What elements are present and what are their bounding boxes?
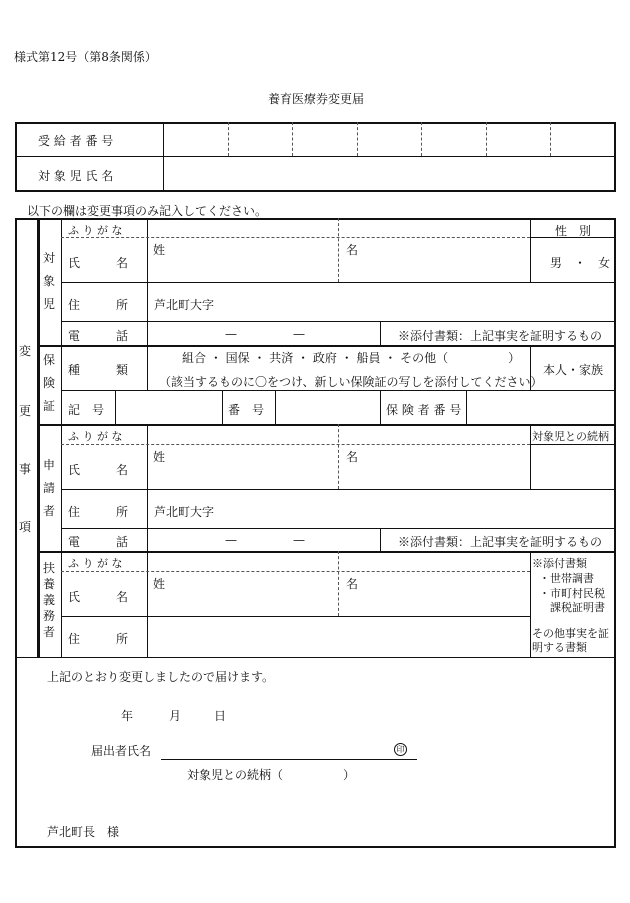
applicant-phone-dash-1: — [225,533,237,547]
child-address-label: 住 所 [68,298,129,312]
insurance-holder-options[interactable]: 本人・家族 [543,363,604,377]
insurer-number-label: 保 険 者 番 号 [386,403,462,417]
child-name-field[interactable] [164,157,614,191]
child-address-value[interactable]: 芦北町大字 [154,298,215,312]
supporter-address-label: 住 所 [68,632,129,646]
section-label-ji: 事 [19,462,32,476]
applicant-given-field[interactable] [339,445,529,488]
recipient-number-field[interactable] [164,123,614,155]
supporter-attachment-item-2: ・市町村民税 [539,587,605,600]
applicant-phone-label: 電 話 [68,535,129,549]
insurance-number-label: 番 号 [228,403,265,417]
insurance-type-instruction: （該当するものに〇をつけ、新しい保険証の写しを添付してください） [159,375,543,389]
applicant-address-value[interactable]: 芦北町大字 [154,505,215,519]
insurance-symbol-label: 記 号 [68,403,105,417]
supporter-surname-field[interactable] [148,572,337,615]
applicant-phone-dash-2: — [293,533,305,547]
applicant-name-label: 氏 名 [68,463,129,477]
insurer-number-field[interactable] [467,391,615,423]
applicant-furigana-label: ふ り が な [68,430,123,443]
supporter-group-label: 扶 養 義 務 者 [42,561,55,639]
section-label-kou2: 項 [19,520,32,534]
supporter-address-field[interactable] [148,617,529,656]
month-label: 月 [169,709,182,723]
child-attachment-note: ※添付書類：上記事実を証明するもの [398,329,603,343]
insurance-type-options[interactable]: 組合 ・ 国保 ・ 共済 ・ 政府 ・ 船員 ・ その他（ ） [182,351,521,365]
supporter-other-docs-1: その他事実を証 [532,627,609,640]
year-label: 年 [121,709,134,723]
applicant-relation-field[interactable] [531,445,615,488]
child-gender-header: 性 別 [555,224,592,238]
supporter-attachment-item-3: 課税証明書 [550,601,605,614]
submitter-label: 届出者氏名 [91,744,152,758]
insurance-group-label: 保 険 証 [42,353,55,413]
child-phone-dash-2: — [293,327,305,341]
supporter-other-docs-2: 明する書類 [532,641,587,654]
child-surname-label: 姓 [153,243,166,257]
insurance-symbol-field[interactable] [116,391,221,423]
child-given-field[interactable] [339,238,529,281]
form-title: 養育医療券変更届 [268,92,365,106]
supporter-surname-label: 姓 [153,577,166,591]
addressee: 芦北町長 様 [47,825,120,839]
footer-statement: 上記のとおり変更しましたので届けます。 [47,670,275,684]
supporter-given-field[interactable] [339,572,529,615]
supporter-attachment-item-1: ・世帯調書 [539,572,594,585]
child-phone-dash-1: — [225,327,237,341]
supporter-name-label: 氏 名 [68,590,129,604]
submitter-signature-line[interactable] [161,759,417,760]
seal-mark: 印 [394,743,407,756]
applicant-group-label: 申 請 者 [42,458,55,518]
child-group-label: 対 象 児 [42,251,55,311]
applicant-surname-field[interactable] [148,445,337,488]
applicant-surname-label: 姓 [153,450,166,464]
applicant-address-label: 住 所 [68,505,129,519]
instruction-text: 以下の欄は変更事項のみ記入してください。 [27,204,268,218]
day-label: 日 [214,709,227,723]
supporter-furigana-label: ふ り が な [68,557,123,570]
relation-label: 対象児との続柄（ ） [187,768,356,782]
applicant-attachment-note: ※添付書類：上記事実を証明するもの [398,535,603,549]
form-number: 様式第12号（第8条関係） [14,50,157,64]
section-label-kou: 更 [19,404,32,418]
child-furigana-label: ふ り が な [68,224,123,237]
insurance-number-field[interactable] [276,391,379,423]
child-name-label: 氏 名 [68,256,129,270]
child-surname-field[interactable] [148,238,337,281]
applicant-relation-header: 対象児との続柄 [532,430,609,443]
child-phone-label: 電 話 [68,329,129,343]
supporter-attachment-title: ※添付書類 [532,557,587,570]
recipient-number-label: 受 給 者 番 号 [38,134,114,148]
supporter-given-label: 名 [346,577,359,591]
applicant-given-label: 名 [346,450,359,464]
child-given-label: 名 [346,243,359,257]
child-gender-options[interactable]: 男 ・ 女 [550,256,611,270]
insurance-type-label: 種 類 [68,363,129,377]
section-label-hen: 変 [19,344,32,358]
child-name-label: 対 象 児 氏 名 [38,169,114,183]
